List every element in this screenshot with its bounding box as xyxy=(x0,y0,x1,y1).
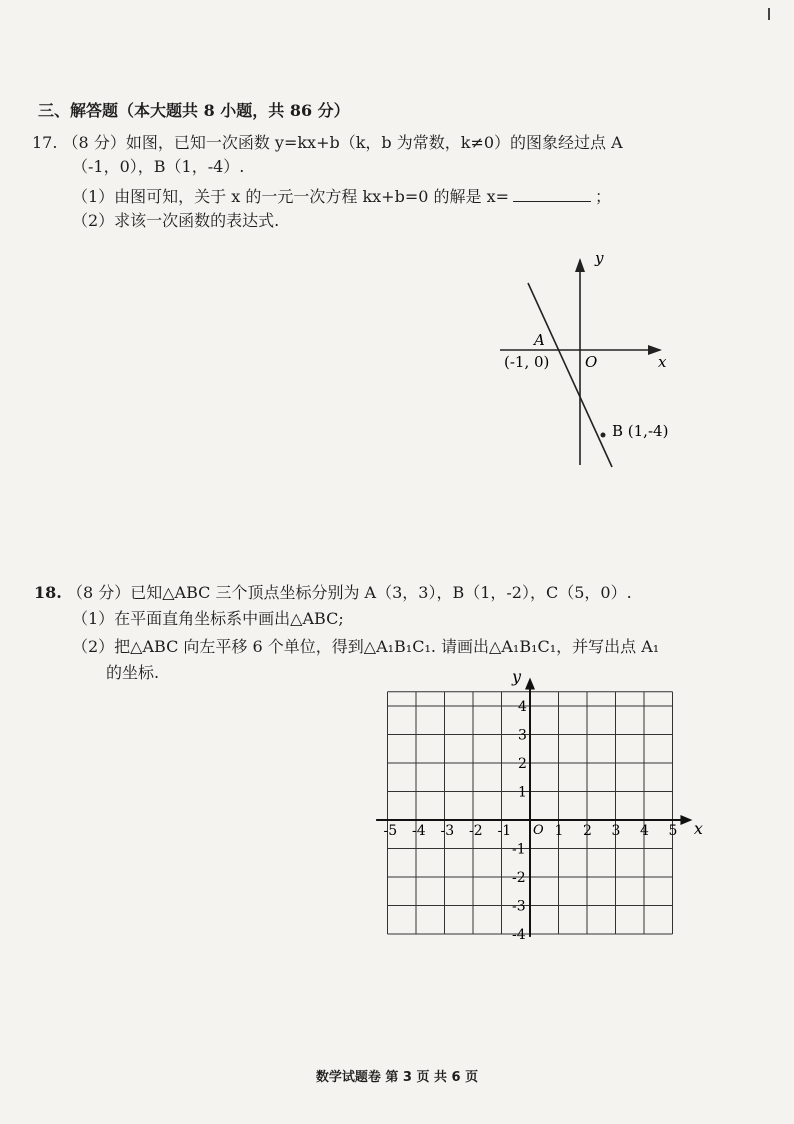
grid-x-tick-label: 4 xyxy=(640,823,649,839)
grid-y-tick-label: 3 xyxy=(518,727,527,744)
grid-y-arrow xyxy=(525,678,535,690)
section-title: 三、解答题（本大题共 8 小题，共 86 分） xyxy=(38,101,350,120)
grid-x-tick-label: -2 xyxy=(469,823,483,839)
grid-y-label: y xyxy=(512,666,522,686)
q17-point-b-label: B (1,-4) xyxy=(612,422,669,440)
q18-part1: （1）在平面直角坐标系中画出△ABC; xyxy=(72,609,344,628)
q17-y-label: y xyxy=(595,249,604,267)
q17-function-line xyxy=(528,283,612,467)
q18-line1 xyxy=(34,582,632,604)
grid-x-tick-label: -1 xyxy=(497,823,512,839)
grid-x-tick-label: -4 xyxy=(412,823,426,839)
q17-graph xyxy=(500,245,700,475)
q17-part1 xyxy=(72,186,611,208)
q18-stem: 已知△ABC 三个顶点坐标分别为 A（3，3），B（1，-2），C（5，0）. xyxy=(130,583,632,602)
q17-line1 xyxy=(32,132,623,154)
grid-x-tick-label: 5 xyxy=(668,823,678,839)
q18-part2-line2: 的坐标. xyxy=(106,663,160,682)
q17-stem-line2: （-1，0），B（1，-4）. xyxy=(72,157,245,176)
grid-x-tick-label: -5 xyxy=(383,823,398,839)
grid-x-arrow xyxy=(680,815,692,825)
grid-x-tick-label: 3 xyxy=(611,823,621,839)
page-footer: 数学试题卷 第 3 页 共 6 页 xyxy=(315,1070,479,1085)
grid-y-tick-label: -2 xyxy=(512,870,526,886)
q18-coordinate-grid[interactable] xyxy=(383,666,705,950)
q17-point-a-coord: (-1, 0) xyxy=(504,353,550,371)
page-edge-mark xyxy=(768,8,770,20)
grid-y-tick-label: -4 xyxy=(512,927,526,943)
q18-part2-line1: （2）把△ABC 向左平移 6 个单位，得到△A₁B₁C₁. 请画出△A₁B₁C₁，并写出点 A₁ xyxy=(72,637,660,656)
grid-y-tick-label: 4 xyxy=(518,699,527,715)
q17-answer-blank[interactable] xyxy=(513,187,591,202)
grid-y-tick-label: -1 xyxy=(512,841,526,858)
grid-x-tick-label: 2 xyxy=(583,823,592,839)
q18-points: （8 分） xyxy=(66,583,131,602)
q17-points: （8 分） xyxy=(62,133,126,152)
grid-x-tick-label: 1 xyxy=(554,823,564,839)
grid-x-label: x xyxy=(693,819,703,838)
grid-x-tick-label: -3 xyxy=(440,823,455,839)
q17-part1-prefix: （1）由图可知，关于 x 的一元一次方程 kx+b=0 的解是 x= xyxy=(72,187,510,206)
q17-origin-label: O xyxy=(585,353,598,371)
grid-y-tick-label: 2 xyxy=(518,756,527,772)
q17-point-a-name: A xyxy=(534,331,545,349)
q17-y-arrow xyxy=(575,258,585,272)
q17-part2: （2）求该一次函数的表达式. xyxy=(72,211,280,230)
grid-origin-label: O xyxy=(533,823,544,838)
q17-x-label: x xyxy=(658,353,667,371)
grid-y-tick-label: 1 xyxy=(518,784,527,801)
q17-stem-line1: 如图，已知一次函数 y=kx+b（k，b 为常数，k≠0）的图象经过点 A xyxy=(125,133,623,152)
grid-y-tick-label: -3 xyxy=(512,898,526,915)
q18-number: 18. xyxy=(34,583,62,602)
q17-number: 17. xyxy=(32,133,58,152)
q17-part1-suffix: ； xyxy=(595,187,612,206)
q17-point-b-marker xyxy=(601,433,606,438)
